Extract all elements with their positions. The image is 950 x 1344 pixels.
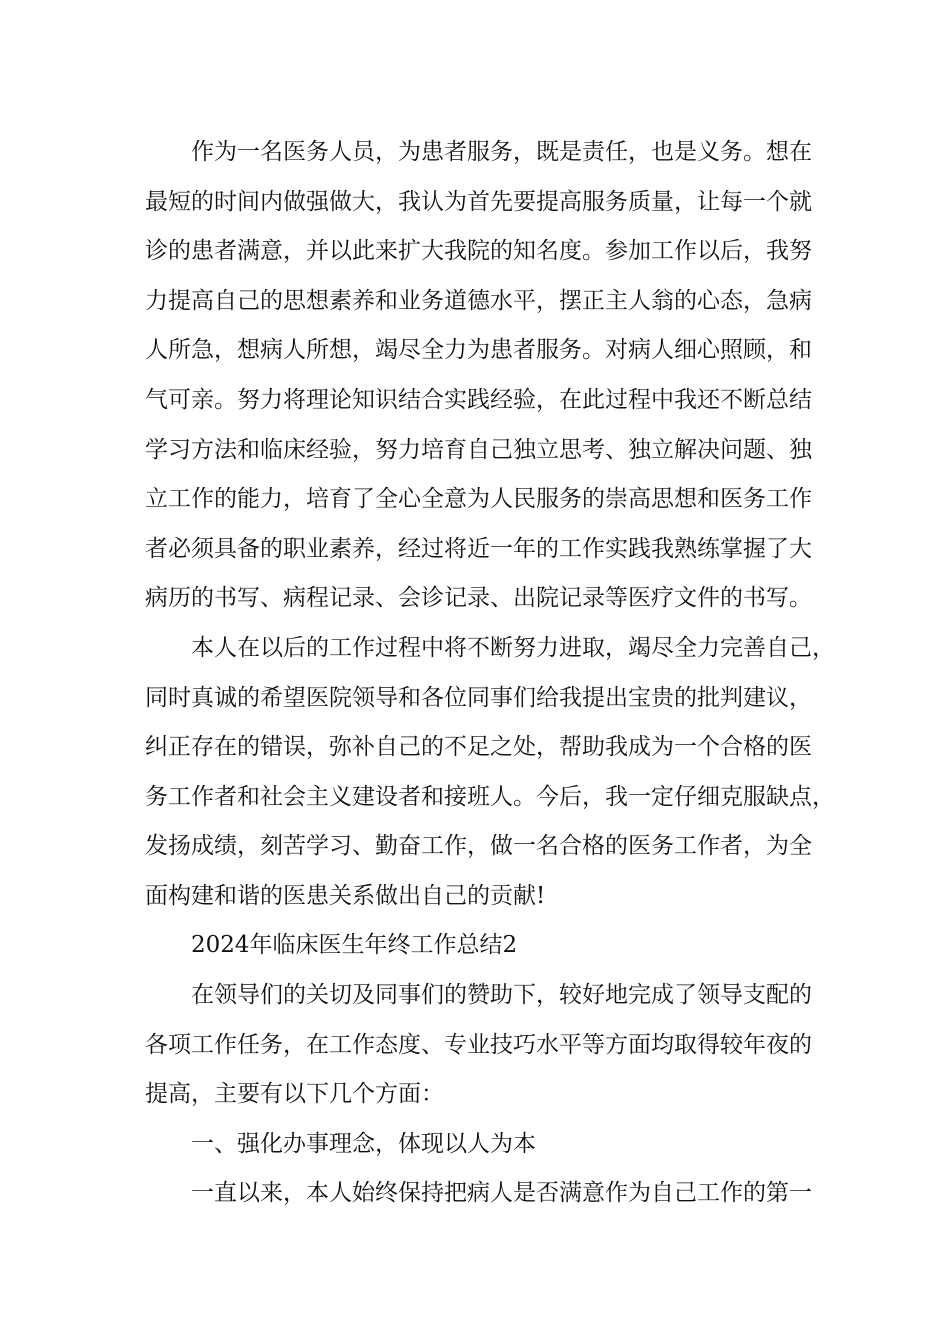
text-line: 立工作的能力，培育了全心全意为人民服务的崇高思想和医务工作 [145,486,812,512]
subheading: 一、强化办事理念，体现以人为本 [191,1131,536,1157]
text-line: 本人在以后的工作过程中将不断努力进取，竭尽全力完善自己， [191,635,835,661]
text-line: 各项工作任务，在工作态度、专业技巧水平等方面均取得较年夜的 [145,1032,812,1058]
text-line: 纠正存在的错误，弥补自己的不足之处，帮助我成为一个合格的医 [145,734,812,760]
text-line: 一直以来，本人始终保持把病人是否满意作为自己工作的第一 [191,1180,812,1206]
text-line: 同时真诚的希望医院领导和各位同事们给我提出宝贵的批判建议， [145,685,812,711]
text-line: 面构建和谐的医患关系做出自己的贡献! [145,883,546,909]
text-line: 务工作者和社会主义建设者和接班人。今后，我一定仔细克服缺点， [145,784,835,810]
text-line: 最短的时间内做强做大，我认为首先要提高服务质量，让每一个就 [145,189,812,215]
text-line: 提高，主要有以下几个方面： [145,1081,444,1107]
text-line: 病历的书写、病程记录、会诊记录、出院记录等医疗文件的书写。 [145,585,812,611]
text-line: 在领导们的关切及同事们的赞助下，较好地完成了领导支配的 [191,982,812,1008]
text-line: 发扬成绩，刻苦学习、勤奋工作，做一名合格的医务工作者，为全 [145,833,812,859]
text-line: 力提高自己的思想素养和业务道德水平，摆正主人翁的心态，急病 [145,288,812,314]
text-line: 作为一名医务人员，为患者服务，既是责任，也是义务。想在 [191,139,812,165]
text-line: 气可亲。努力将理论知识结合实践经验，在此过程中我还不断总结 [145,387,812,413]
text-line: 人所急，想病人所想，竭尽全力为患者服务。对病人细心照顾，和 [145,337,812,363]
text-line: 学习方法和临床经验，努力培育自己独立思考、独立解决问题、独 [145,437,812,463]
text-line: 诊的患者满意，并以此来扩大我院的知名度。参加工作以后，我努 [145,238,812,264]
section-title: 2024年临床医生年终工作总结2 [191,932,518,958]
text-line: 者必须具备的职业素养，经过将近一年的工作实践我熟练掌握了大 [145,536,812,562]
